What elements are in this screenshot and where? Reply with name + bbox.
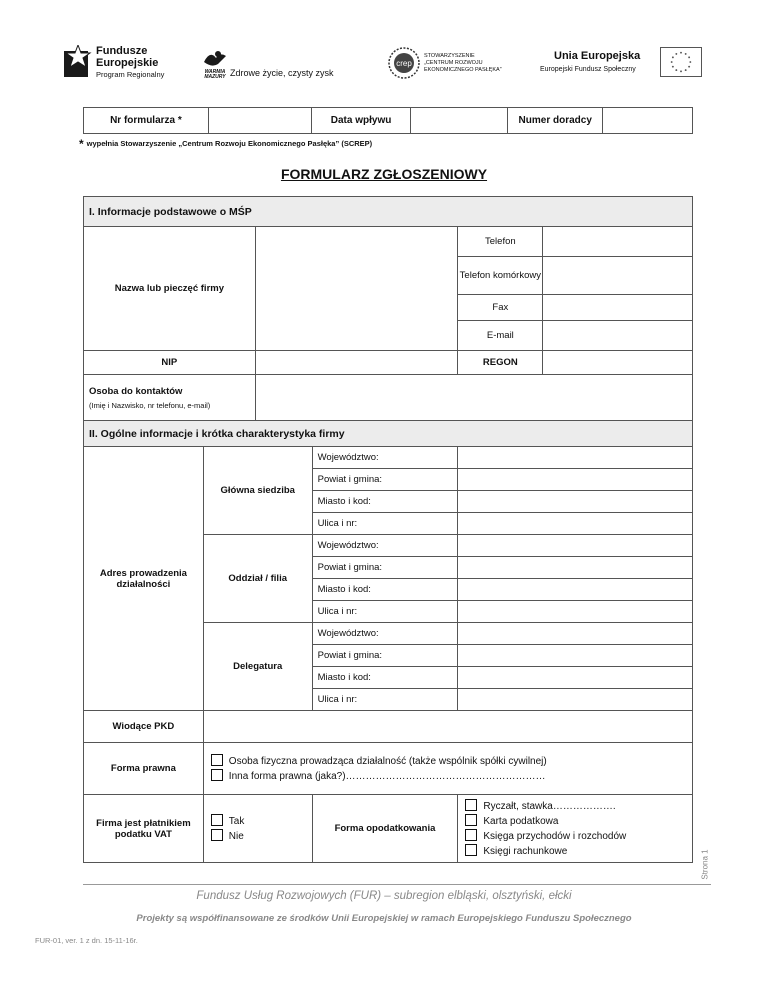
oddzial-ulica-label: Ulica i nr: — [312, 601, 458, 623]
vat-tak-row[interactable] — [211, 814, 312, 829]
ue-logo — [540, 47, 710, 81]
vat-nie-label: Nie — [228, 830, 244, 842]
office-use-table — [83, 107, 693, 134]
glowna-wojewodztwo-field[interactable] — [458, 447, 693, 469]
numer-doradcy-label: Numer doradcy — [508, 108, 603, 134]
delegatura-label: Delegatura — [203, 623, 312, 711]
glowna-wojewodztwo-label: Województwo: — [312, 447, 458, 469]
nr-formularza-field[interactable] — [208, 108, 311, 134]
forma-prawna-options — [203, 743, 692, 795]
page-number-side — [702, 848, 714, 882]
telefon-label: Telefon — [458, 227, 543, 257]
fe-line2: Europejskie — [96, 57, 159, 69]
crep-line3: EKONOMICZNEGO PASŁĘKA” — [424, 67, 502, 73]
nazwa-firmy-field[interactable] — [255, 227, 458, 351]
fe-line1: Fundusze — [96, 45, 148, 57]
fe-line3: Program Regionalny — [96, 70, 165, 79]
note-text: wypełnia Stowarzyszenie „Centrum Rozwoju Ekonomicznego Pasłęka” (SCREP) — [86, 139, 373, 148]
vat-tak-checkbox[interactable] — [211, 814, 223, 826]
forma-opt2-checkbox[interactable] — [211, 769, 223, 781]
glowna-powiat-field[interactable] — [458, 469, 693, 491]
data-wplywu-label: Data wpływu — [311, 108, 411, 134]
regon-label: REGON — [458, 351, 543, 375]
delegatura-ulica-label: Ulica i nr: — [312, 689, 458, 711]
delegatura-wojewodztwo-field[interactable] — [458, 623, 693, 645]
email-field[interactable] — [543, 321, 693, 351]
forma-opt1-row[interactable] — [211, 754, 692, 769]
opod-opt4-checkbox[interactable] — [465, 844, 477, 856]
forma-opt1-checkbox[interactable] — [211, 754, 223, 766]
oddzial-powiat-field[interactable] — [458, 557, 693, 579]
forma-prawna-label: Forma prawna — [84, 743, 204, 795]
crep-logo-text: crep — [396, 59, 412, 68]
office-note — [79, 137, 372, 151]
warmia-mazury-logo — [200, 48, 230, 80]
nr-formularza-label: Nr formularza * — [84, 108, 209, 134]
glowna-miasto-field[interactable] — [458, 491, 693, 513]
nip-label: NIP — [84, 351, 256, 375]
opod-opt3-checkbox[interactable] — [465, 829, 477, 841]
osoba-kontaktowa-label-cell — [84, 375, 256, 421]
forma-opt2-label: Inna forma prawna (jaka?)…………………………………………………… — [228, 770, 546, 782]
ue-subtitle: Europejski Fundusz Społeczny — [540, 66, 636, 73]
opod-opt4-row[interactable] — [465, 844, 692, 859]
opod-opt3-label: Księga przychodów i rozchodów — [483, 830, 627, 842]
opod-opt3-row[interactable] — [465, 829, 692, 844]
glowna-powiat-label: Powiat i gmina: — [312, 469, 458, 491]
delegatura-miasto-field[interactable] — [458, 667, 693, 689]
opod-opt4-label: Księgi rachunkowe — [483, 845, 568, 857]
oddzial-powiat-label: Powiat i gmina: — [312, 557, 458, 579]
warmia-mazury-icon — [200, 48, 230, 70]
oddzial-wojewodztwo-field[interactable] — [458, 535, 693, 557]
crep-circle-icon — [388, 47, 420, 79]
nazwa-firmy-label: Nazwa lub pieczęć firmy — [84, 227, 256, 351]
page-number-text: Strona 1 — [700, 849, 710, 880]
vat-nie-checkbox[interactable] — [211, 829, 223, 841]
oddzial-ulica-field[interactable] — [458, 601, 693, 623]
note-asterisk: * — [79, 137, 84, 151]
osoba-kontaktowa-field[interactable] — [255, 375, 692, 421]
oddzial-wojewodztwo-label: Województwo: — [312, 535, 458, 557]
pkd-label: Wiodące PKD — [84, 711, 204, 743]
fe-star-icon — [64, 45, 92, 79]
pkd-field[interactable] — [203, 711, 692, 743]
forma-opodatkowania-label: Forma opodatkowania — [312, 795, 458, 863]
opod-opt1-checkbox[interactable] — [465, 799, 477, 811]
glowna-ulica-field[interactable] — [458, 513, 693, 535]
delegatura-powiat-field[interactable] — [458, 645, 693, 667]
section1-header: I. Informacje podstawowe o MŚP — [84, 197, 693, 227]
numer-doradcy-field[interactable] — [603, 108, 693, 134]
regon-field[interactable] — [543, 351, 693, 375]
osoba-kontaktowa-sublabel: (Imię i Nazwisko, nr telefonu, e-mail) — [89, 400, 211, 410]
glowna-ulica-label: Ulica i nr: — [312, 513, 458, 535]
footer-version: FUR-01, ver. 1 z dn. 15-11-16r. — [35, 936, 138, 945]
opod-opt2-checkbox[interactable] — [465, 814, 477, 826]
adres-dzialalnosci-label: Adres prowadzenia działalności — [84, 447, 204, 711]
vat-nie-row[interactable] — [211, 829, 312, 844]
delegatura-wojewodztwo-label: Województwo: — [312, 623, 458, 645]
data-wplywu-field[interactable] — [411, 108, 508, 134]
telefon-komorkowy-field[interactable] — [543, 257, 693, 295]
opod-opt2-row[interactable] — [465, 814, 692, 829]
form-title: FORMULARZ ZGŁOSZENIOWY — [280, 166, 488, 182]
email-label: E-mail — [458, 321, 543, 351]
opod-opt1-row[interactable] — [465, 799, 692, 814]
oddzial-miasto-field[interactable] — [458, 579, 693, 601]
opod-opt2-label: Karta podatkowa — [483, 815, 559, 827]
glowna-siedziba-label: Główna siedziba — [203, 447, 312, 535]
telefon-komorkowy-label: Telefon komórkowy — [458, 257, 543, 295]
crep-logo — [388, 47, 538, 81]
ue-title: Unia Europejska — [554, 50, 641, 62]
vat-label: Firma jest płatnikiem podatku VAT — [84, 795, 204, 863]
crep-line1: STOWARZYSZENIE — [424, 53, 475, 59]
nip-field[interactable] — [255, 351, 458, 375]
fundusze-europejskie-logo — [64, 45, 184, 81]
fax-field[interactable] — [543, 295, 693, 321]
delegatura-powiat-label: Powiat i gmina: — [312, 645, 458, 667]
wm-text: WARMIA MAZURY — [204, 69, 226, 80]
glowna-miasto-label: Miasto i kod: — [312, 491, 458, 513]
footer-divider — [83, 884, 711, 885]
eu-flag-icon — [660, 47, 702, 77]
application-form-table — [83, 196, 693, 863]
delegatura-miasto-label: Miasto i kod: — [312, 667, 458, 689]
vat-options — [203, 795, 312, 863]
forma-opt2-row[interactable] — [211, 769, 692, 784]
oddzial-miasto-label: Miasto i kod: — [312, 579, 458, 601]
footer-line1: Fundusz Usług Rozwojowych (FUR) – subregion elbląski, olsztyński, ełcki — [196, 890, 572, 902]
osoba-kontaktowa-label: Osoba do kontaktów — [89, 385, 183, 397]
slogan: Zdrowe życie, czysty zysk — [230, 68, 334, 78]
forma-opt1-label: Osoba fizyczna prowadząca działalność (także wspólnik spółki cywilnej) — [228, 755, 547, 767]
opodatkowanie-options — [458, 795, 693, 863]
vat-tak-label: Tak — [228, 815, 245, 827]
oddzial-filia-label: Oddział / filia — [203, 535, 312, 623]
section2-header: II. Ogólne informacje i krótka charakterystyka firmy — [84, 421, 693, 447]
fax-label: Fax — [458, 295, 543, 321]
footer-line2: Projekty są współfinansowane ze środków Unii Europejskiej w ramach Europejskiego Funduszu Społecznego — [136, 913, 632, 924]
delegatura-ulica-field[interactable] — [458, 689, 693, 711]
opod-opt1-label: Ryczałt, stawka………………. — [483, 800, 616, 812]
telefon-field[interactable] — [543, 227, 693, 257]
crep-line2: „CENTRUM ROZWOJU — [424, 60, 483, 66]
